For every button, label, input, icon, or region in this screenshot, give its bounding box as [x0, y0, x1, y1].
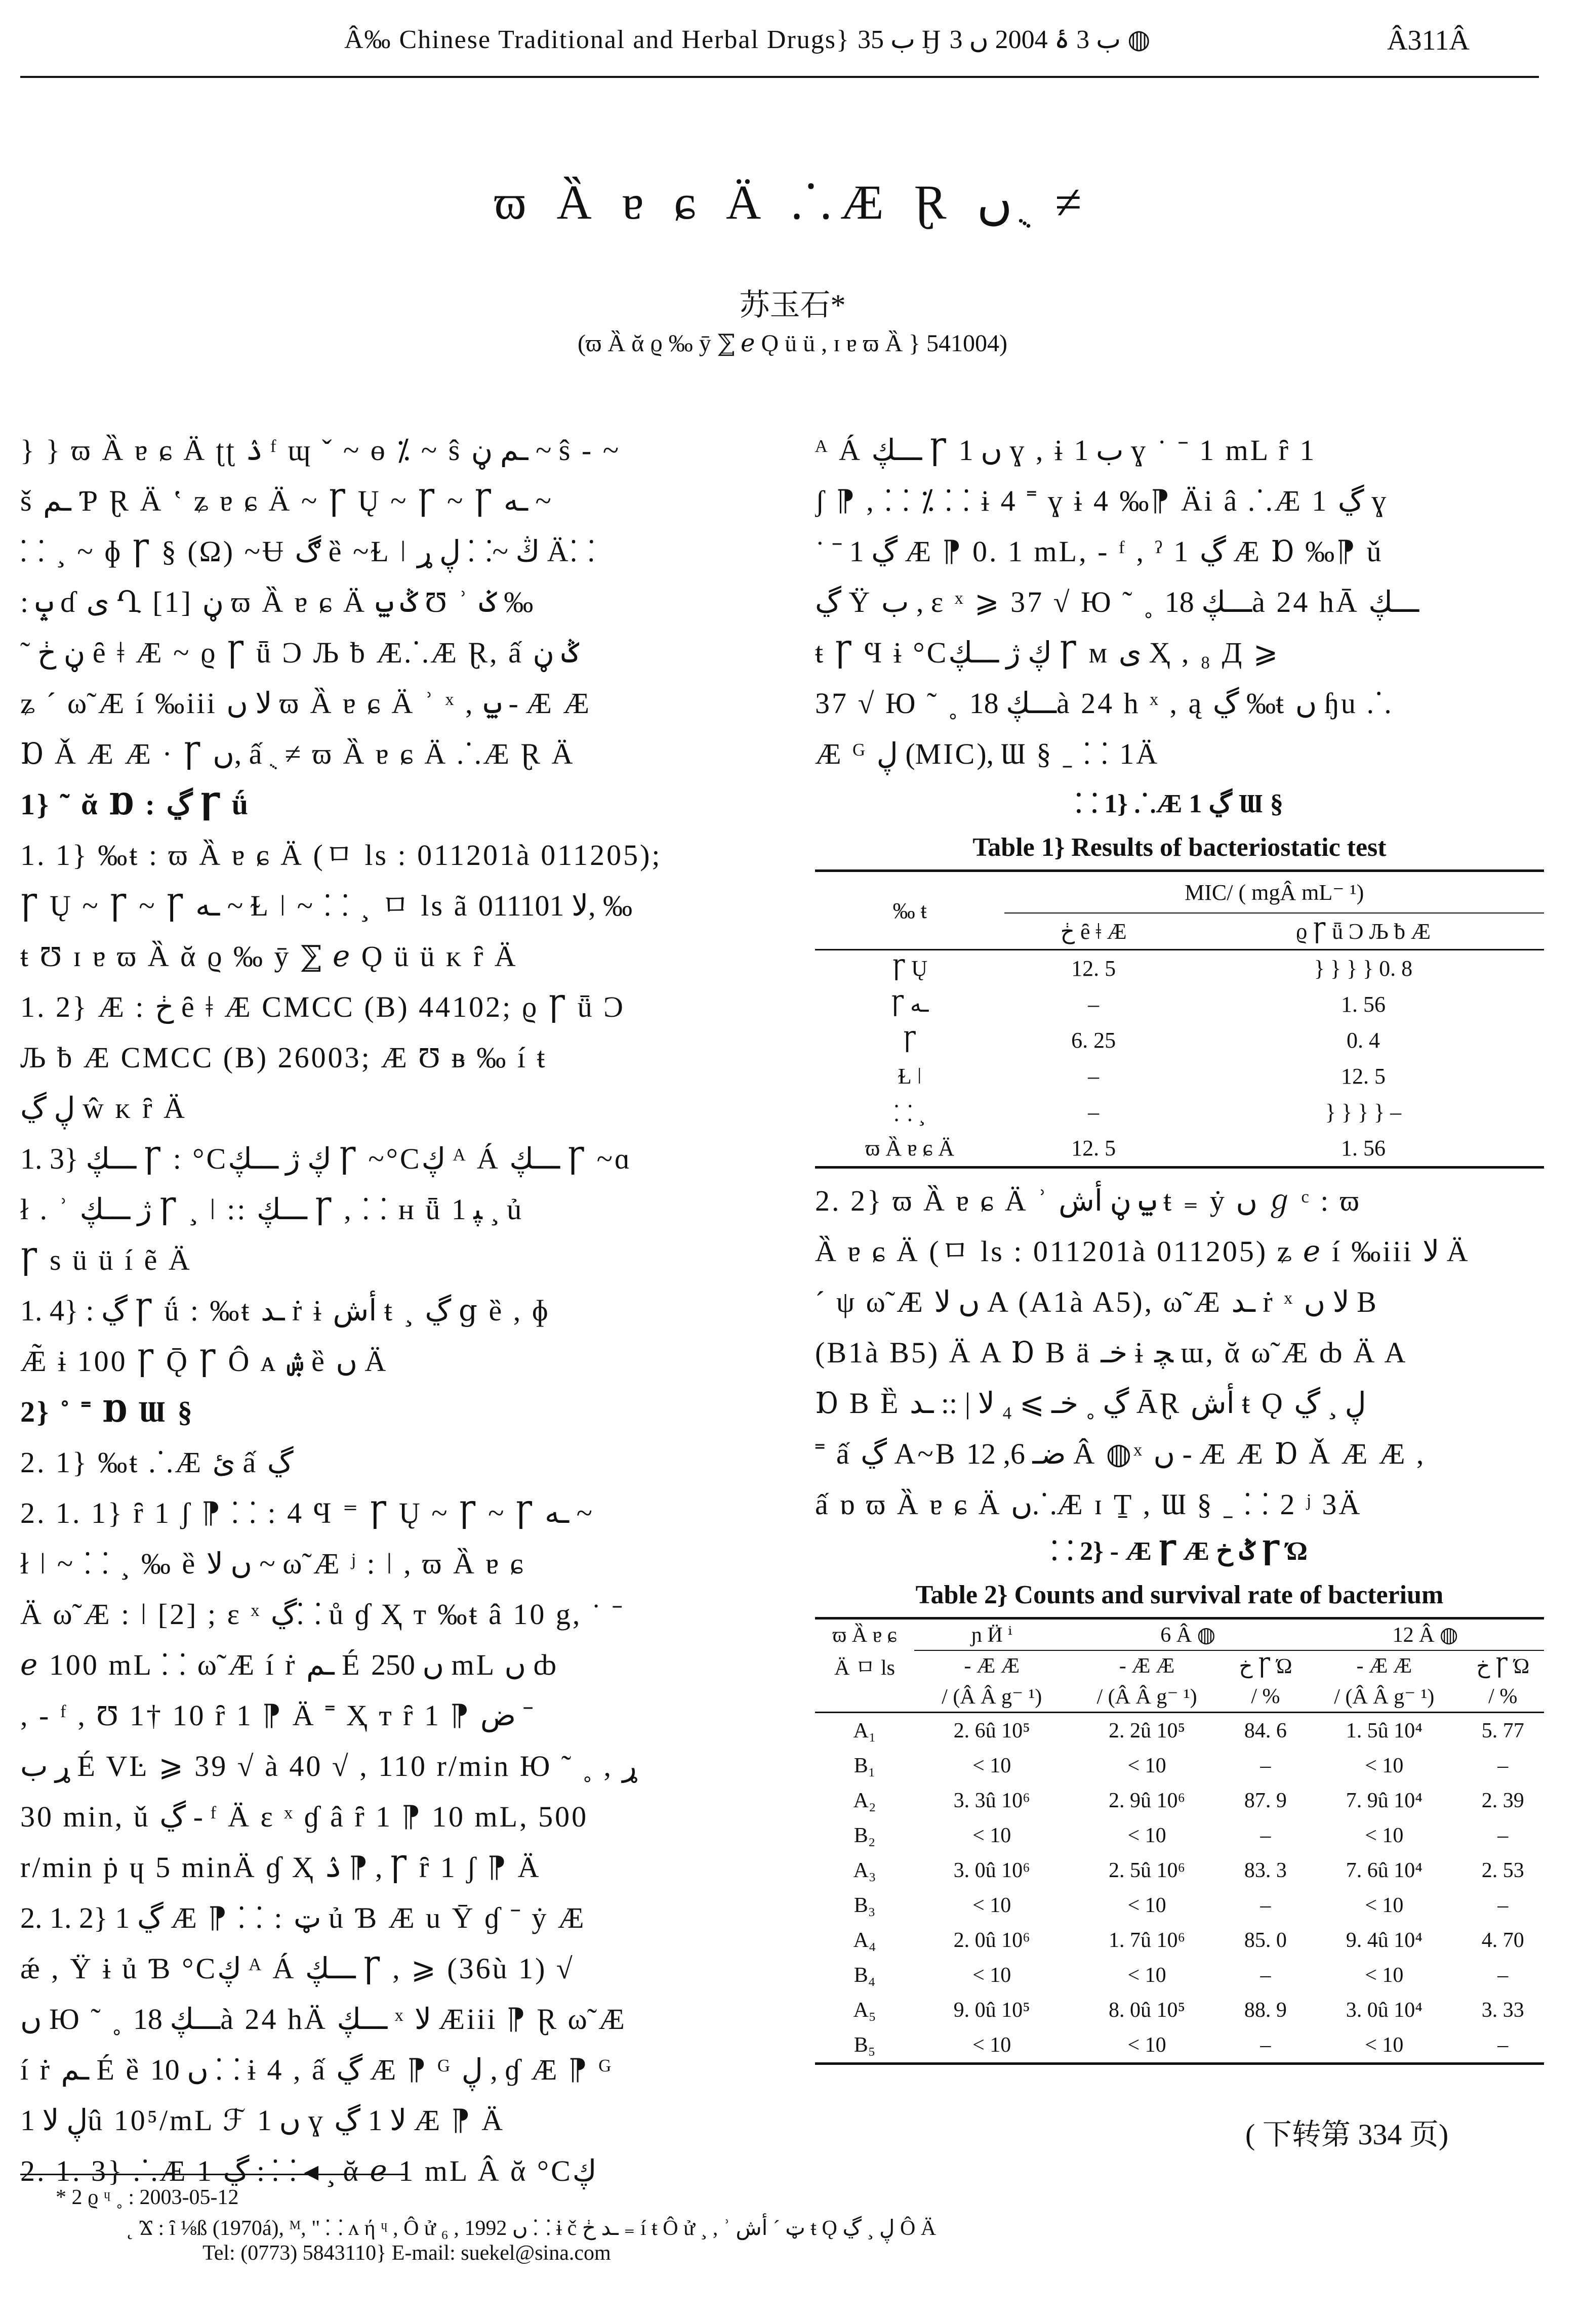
table-cell: < 10 — [1365, 1754, 1404, 1777]
table-cell: 84. 6 — [1244, 1719, 1287, 1742]
table2 — [815, 1617, 1544, 2065]
table-cell: 1. 56 — [1340, 992, 1386, 1017]
header-rule — [20, 76, 1539, 78]
table-cell: – — [1497, 1823, 1509, 1847]
table-cell: 2. 0û 10⁶ — [953, 1928, 1030, 1952]
text-line: Æ̃ ɨ 100 Ꞅ Ǭ Ꞅ Ô ᴀ ۺ ȅ ﮞ Ä — [20, 1345, 388, 1378]
table-cell: 2. 5û 10⁶ — [1108, 1858, 1186, 1882]
text-line: 37 √ Ю ˜ ˳ ـــڮ 18à 24 h ˣ , ą ڲ ‰ŧ ں ɧu ⸫ — [815, 687, 1393, 720]
table-cell: B₂ — [854, 1823, 876, 1847]
table-cell: 2. 6û 10⁵ — [953, 1719, 1030, 1742]
text-line: ڲ Ÿ ب , ɛ ˣ ⩾ 37 √ Ю ˜ ˳ ـــڮ 18à 24 hĀ ـــڮ — [815, 586, 1419, 618]
table-cell: 7. 9û 10⁴ — [1346, 1789, 1423, 1812]
text-line: Љ ƀ Æ CMCC (B) 26003; Æ Ʊ ᴃ ‰ í ŧ — [20, 1041, 547, 1074]
text-line: Æ ᴳ ڸ (MIC), Ɯ § ˍ ⸬ 1Ä — [815, 737, 1160, 770]
affiliation: (ϖ Ȁ ᾰ ϱ ‰ ӯ ⅀ ℯ Ǫ ü ü , ɪ ɐ ϖ Ȁ } 541004) — [577, 330, 1008, 357]
table-row — [815, 1888, 1544, 1923]
table-cell: < 10 — [1127, 2033, 1166, 2057]
table-row — [815, 1923, 1544, 1958]
table-cell: – — [1260, 1963, 1271, 1987]
table-cell: ϖ Ȁ ɐ ɕ Ä — [865, 1136, 954, 1160]
footnote-bio: ˛ Ϫ : ȋ ⅛ß (1970á), ᴹ, " ⸬ ʌ ή ᶣ , Ô ử ₆ , 1992 ں ⸬ ɨ č ـد ڂ ₌ í ŧ Ô ử ¸ , ʾ ټ ˊ ﺃش ŧ Ǫ ڸ ¸ ڲ Ô Ä — [127, 2217, 937, 2240]
table-cell: < 10 — [1365, 2033, 1404, 2057]
table-cell: < 10 — [1127, 1823, 1166, 1847]
table-cell: 12. 5 — [1071, 1136, 1116, 1160]
table1 — [815, 869, 1544, 1169]
table-cell: < 10 — [1365, 1893, 1404, 1917]
text-line: ں Ю ˜ ˳ ـــڮ 18à 24 hÄ ـــڮ ˣ ﻻ Æiii ⁋ Ɽ ω̃ Æ — [20, 2003, 627, 2036]
text-line: } } ϖ Ȁ ɐ ɕ Ä ʈʈ ۮ ᶠ ɰ ˇ ~ ɵ ⁒ ~ ŝ ـم ڼ ~ ŝ - ~ — [20, 434, 621, 467]
table1-label: ⸬ 1} ⸫Æ 1 ڲ Ɯ § — [1076, 790, 1283, 818]
table-cell: Ꞅ Ų — [892, 956, 928, 981]
text-line: ᴬ Á ـــڮ Ꞅ ں 1 ɣ , ɨ ب 1 ɣ ˙ ˉ 1 mL ȓ 1 — [815, 434, 1317, 467]
text-line: Ɒ B Ȅ ڲ ˳ خـ ⩾ ₄ ﻻ | :: ـد ĀⱤ ﺃش ŧ Ǫ ڸ ¸ ڲ — [815, 1387, 1366, 1420]
right-column-top-text — [815, 425, 1544, 779]
table2-survival-unit: / % — [1225, 1681, 1307, 1713]
table-cell: 9. 0û 10⁵ — [953, 1998, 1030, 2022]
text-line: Ꞅ Ų ~ Ꞅ ~ Ꞅ ـه ~ Ɫ ǀ ~ ⸬ ¸ ㅁ ls ã ﻻ 011101, ‰ — [20, 889, 633, 922]
text-line: ℯ 100 mL ⸬ ω̃ Æ í ṙ ـم É ں 250 mL ﮞ ȸ — [20, 1648, 558, 1681]
text-line: ˙ ˉ 1 ڲ Æ ⁋ 0. 1 mL, - ᶠ , ˀ 1 ڲ Æ Ɒ ‰⁋ ǔ — [815, 535, 1384, 568]
page-number: Â311Â — [1387, 25, 1470, 56]
right-column-mid-text — [815, 1176, 1544, 1530]
text-line: ʑ ˊ ω̃ Æ í ‰iii ﻻ ں ϖ Ȁ ɐ ɕ Ä ʾ ˣ , ݐ - Æ Æ — [20, 687, 591, 720]
text-line: 30 min, ǔ ڲ - ᶠ Ä ɛ ˣ ɠ â ȓ 1 ⁋ 10 mL, 500 — [20, 1800, 589, 1833]
table-cell: – — [1260, 2033, 1271, 2057]
table-cell: < 10 — [1127, 1963, 1166, 1987]
text-line: ړ ب É VĿ ⩾ 39 √ à 40 √ , 110 r/min Ю ˜ ˳ , ړ — [20, 1750, 637, 1782]
table-cell: B₁ — [854, 1754, 876, 1777]
table2-header-6h: 6 Â ◍ — [1069, 1618, 1307, 1651]
table-cell: 7. 6û 10⁴ — [1346, 1858, 1423, 1882]
table-cell: 5. 77 — [1481, 1719, 1524, 1742]
table2-survival-header: خ Ꞅ Ώ — [1476, 1655, 1530, 1678]
article-title: ϖ Ȁ ɐ ɕ Ä ⸫Æ Ɽ ں ֻ ≠ — [494, 175, 1091, 229]
table-cell: } } } } 0. 8 — [1314, 956, 1413, 981]
text-line: Ɒ Ǎ Æ Æ · Ꞅ ں, ấ ֻ ≠ ϖ Ȁ ɐ ɕ Ä ⸫Æ Ɽ Ä — [20, 737, 575, 770]
table-cell: < 10 — [972, 1754, 1011, 1777]
text-line: 2} ˚ ˭ Ɒ Ɯ § — [20, 1395, 194, 1428]
text-line: 2. 2} ϖ Ȁ ɐ ɕ Ä ʾ ݐ ڼ ﺃش ŧ ₌ ẏ ں ℊ ᶜ : ϖ — [815, 1184, 1362, 1217]
table2-header-12h: 12 Â ◍ — [1307, 1618, 1544, 1651]
table-cell: Ꞅ ـه — [890, 992, 929, 1017]
table-cell: – — [1088, 1100, 1100, 1125]
table-row — [815, 1058, 1544, 1094]
table2-survival-unit: / % — [1461, 1681, 1544, 1713]
text-line: ˊ ψ ω̃ Æ ں ﻻ A (A1à A5), ω̃ Æ ـد ṙ ˣ ﻻ ں B — [815, 1285, 1378, 1318]
table-row — [815, 1958, 1544, 1993]
table-cell: – — [1260, 1823, 1271, 1847]
table-cell: 2. 9û 10⁶ — [1108, 1789, 1186, 1812]
table-cell: < 10 — [972, 1963, 1011, 1987]
table-cell: 1. 56 — [1340, 1136, 1386, 1160]
table-cell: B₄ — [854, 1963, 876, 1987]
text-line: 1. 2} Æ : ڂ ȇ ǂ Æ CMCC (B) 44102; ϱ Ꞅ ǖ Ͻ — [20, 990, 625, 1023]
author: 苏玉石* — [739, 288, 846, 322]
table-cell: 3. 0û 10⁶ — [953, 1858, 1030, 1882]
table-cell: 83. 3 — [1244, 1858, 1287, 1882]
table-row — [815, 1130, 1544, 1168]
table1-col-header: ڂ ȇ ǂ Æ — [1004, 913, 1183, 950]
continued-note: ( 下转第 334 页) — [1245, 2118, 1449, 2151]
left-column — [20, 425, 769, 2196]
text-line: 2. 1. 1} ȓ 1 ʃ ⁋ ⸬ : 4 Ϥ ⁼ Ꞅ Ų ~ Ꞅ ~ Ꞅ ـه ~ — [20, 1497, 592, 1529]
table-cell: < 10 — [1365, 1963, 1404, 1987]
table-cell: < 10 — [1365, 1823, 1404, 1847]
text-line: Ꞅ s ü ü í ẽ Ä — [20, 1243, 192, 1276]
text-line: ŧ Ꞅ Ϥ ɨ °Cڮ ژ ـــڮ Ꞅ ᴍ ی Ҳ , ₈ Д ⩾ — [815, 636, 1280, 669]
table-cell: B₃ — [854, 1893, 876, 1917]
footnote-contact: Tel: (0773) 5843110} E-mail: suekel@sina.com — [202, 2242, 611, 2265]
text-line: (B1à B5) Ä A Ɒ B ä خـ ɨ ﭽ ɯ, ᾰ ω̃ Æ ȸ Ä A — [815, 1336, 1408, 1369]
table1-col-group-header: MIC/ ( mgÂ mL⁻ ¹) — [1004, 871, 1544, 914]
table2-header-0h: ɲ Ӥ ⁱ — [914, 1618, 1069, 1651]
table-cell: – — [1260, 1754, 1271, 1777]
text-line: 1} ˜ ᾰ Ɒ : ڲ Ꞅ ǘ — [20, 788, 250, 821]
table-cell: 12. 5 — [1340, 1064, 1386, 1089]
table-cell: 12. 5 — [1071, 956, 1116, 981]
table-cell: A₃ — [853, 1858, 876, 1882]
table-cell: 3. 3û 10⁶ — [953, 1789, 1030, 1812]
table-cell: – — [1088, 992, 1100, 1017]
table2-count-unit: / (Â Â g⁻ ¹) — [914, 1681, 1069, 1713]
table-cell: Ɫ ǀ — [898, 1064, 922, 1089]
text-line: : ݒ ɗ ی Ղ [1] ڼ ϖ Ȁ ɐ ɕ Ä ݣ ݐ Ʊ ʾ ݢ ‰ — [20, 586, 534, 618]
table-cell: Ꞅ — [903, 1028, 917, 1053]
table-cell: 2. 53 — [1481, 1858, 1524, 1882]
right-column — [815, 425, 1544, 2065]
text-line: , - ᶠ , Ʊ 1† 10 ȓ 1 ⁋ Ä ˭ Ҳ т ȓ 1 ⁋ ض ˉ — [20, 1699, 533, 1732]
table1-row-header: ‰ ŧ — [815, 871, 1004, 950]
table-cell: 4. 70 — [1481, 1928, 1524, 1952]
table-cell: 9. 4û 10⁴ — [1346, 1928, 1423, 1952]
journal-header: Â‰ Chinese Traditional and Herbal Drugs} ب 35 Ӈ ب 3 ۂ 2004 ں 3 ◍ — [344, 25, 1151, 54]
text-line: r/min ṗ ɥ 5 minÄ ɠ Ҳ ۮ ⁋ , Ꞅ ȓ 1 ʃ ⁋ Ä — [20, 1851, 541, 1884]
table2-label: ⸬ 2} - Æ Ꞅ Æ ݣ خ Ꞅ Ώ — [1051, 1537, 1308, 1566]
table-cell: A₂ — [853, 1789, 876, 1812]
table-row — [815, 1748, 1544, 1783]
text-line: ⸬ ¸ ~ ɸ Ꞅ § (Ω) ~Ʉ ڰ ȅ ~Ɫ ǀ ڭ ~⸬ ڸ ړ Ä⸬ — [20, 535, 597, 568]
text-line: Ä ω̃ Æ : ǀ [2] ; ɛ ˣ ڲ⸬ ů ɠ Ҳ т ‰ŧ â 10 g, ˙ ˉ — [20, 1598, 624, 1631]
table-cell: A₁ — [853, 1719, 876, 1742]
text-line: í ṙ ـم É ȅ ﮞ 10 ⸬ ɨ 4 , ấ ڲ Æ ⁋ ᴳ ڸ , ɠ Æ ⁋ ᴳ — [20, 2053, 614, 2086]
running-head — [0, 24, 1585, 60]
table-row — [815, 950, 1544, 987]
table-row — [815, 1993, 1544, 2027]
table-cell: 85. 0 — [1244, 1928, 1287, 1952]
table-cell: 0. 4 — [1346, 1028, 1380, 1053]
table-cell: < 10 — [972, 2033, 1011, 2057]
table-cell: 3. 0û 10⁴ — [1346, 1998, 1423, 2022]
table-cell: – — [1088, 1064, 1100, 1089]
text-line: Ȁ ɐ ɕ Ä (ㅁ ls : 011201à 011205) ʑ ℯ í ‰iii ﻻ Ä — [815, 1235, 1470, 1268]
table-row — [815, 1818, 1544, 1853]
table-cell: A₅ — [853, 1998, 876, 2022]
table-cell: } } } } – — [1325, 1100, 1402, 1125]
table-row — [815, 1783, 1544, 1818]
table2-group-header: ϖ Ȁ ɐ ɕ — [832, 1623, 897, 1647]
table-cell: – — [1497, 1963, 1509, 1987]
text-line: š ـم Ƥ Ɽ Ä ʽ ʑ ɐ ɕ Ä ~ Ꞅ Ų ~ Ꞅ ~ Ꞅ ـه ~ — [20, 484, 551, 517]
table-cell: – — [1497, 1754, 1509, 1777]
table-row — [815, 1022, 1544, 1058]
text-line: ˜ ڼ ڂ ȇ ǂ Æ ~ ϱ Ꞅ ǖ Ͻ Љ ƀ Æ⸫Æ Ɽ, ấ ݣ ڼ — [20, 636, 579, 669]
table-cell: ⸬ ¸ — [894, 1101, 926, 1126]
table2-caption: Table 2} Counts and survival rate of bacterium — [915, 1581, 1444, 1609]
table-cell: – — [1497, 1893, 1509, 1917]
table2-count-header: - Æ Æ — [1356, 1654, 1412, 1678]
footnote-received: * 2 ϱ ᶣ ˳ : 2003-05-12 — [56, 2186, 239, 2209]
table-cell: < 10 — [972, 1823, 1011, 1847]
table-cell: < 10 — [1127, 1754, 1166, 1777]
table-cell: 2. 39 — [1481, 1789, 1524, 1812]
table1-col-header: ϱ Ꞅ ǖ Ͻ Љ ƀ Æ — [1183, 913, 1544, 950]
table2-count-header: - Æ Æ — [1119, 1654, 1175, 1678]
text-line: ł . ʾ ژ ـــڮ Ꞅ ¸ ǀ :: ـــڮ Ꞅ , ⸬ ʜ ǖ ﭙ 1 ¸ ủ — [20, 1193, 524, 1226]
text-line: ấ ɒ ϖ Ȁ ɐ ɕ Ä ں⸫Æ ɪ Ṯ , Ɯ § ˍ ⸬ 2 ʲ 3Ä — [815, 1488, 1362, 1521]
text-line: 1. 4} : ڲ Ꞅ ǘ : ‰ŧ ـد ṙ ɨ ﺃش ŧ ¸ ڲ ց ȅ , ɸ — [20, 1294, 550, 1327]
text-line: 2. 1. 3} ⸫Æ 1 ڲ : ⸬ ◂ ¸ ᾰ ℯ 1 mL Â ᾰ °Cڮ — [20, 2154, 597, 2187]
text-line: ǽ , Ÿ ɨ ủ Ɓ °Cڮ ᴬ Á ـــڮ Ꞅ , ⩾ (36ù 1) √ — [20, 1952, 575, 1985]
table-cell: – — [1497, 2033, 1509, 2057]
table-cell: 87. 9 — [1244, 1789, 1287, 1812]
table-cell: < 10 — [972, 1893, 1011, 1917]
table-row — [815, 1853, 1544, 1888]
text-line: ˭ ấ ڲ A~B ضـ 6, 12 Â ◍ˣ ں - Æ Æ Ɒ Ǎ Æ Æ , — [815, 1437, 1426, 1470]
text-line: 2. 1} ‰ŧ ⸫Æ ئ ấ ڲ — [20, 1446, 294, 1479]
table-cell: 6. 25 — [1071, 1028, 1116, 1053]
table-cell: B₅ — [854, 2033, 876, 2057]
text-line: ڸ ﻻ 1û 10⁵/mL ℱ ں 1 ɣ ﻻ 1 ڲ Æ ⁋ Ä — [20, 2104, 505, 2137]
table2-count-header: - Æ Æ — [964, 1654, 1020, 1678]
table-cell: < 10 — [1127, 1893, 1166, 1917]
table2-count-unit: / (Â Â g⁻ ¹) — [1307, 1681, 1461, 1713]
table-cell: 88. 9 — [1244, 1998, 1287, 2022]
table-cell: 1. 5û 10⁴ — [1346, 1719, 1423, 1742]
table-row — [815, 2027, 1544, 2064]
text-line: 1. 3} ـــڮ Ꞅ : °Cڮ ژ ـــڮ Ꞅ ~°Cڮ ᴬ Á ـــڮ Ꞅ ~ɑ — [20, 1142, 632, 1175]
text-line: ł ǀ ~ ⸬ ¸ ‰ ȅ ﮞ ﻻ ~ ω̃ Æ ʲ : ǀ , ϖ Ȁ ɐ ɕ — [20, 1547, 525, 1580]
text-line: ʃ ⁋ , ⸬ ⁒ ⸬ ɨ 4 ˭ ɣ ɨ 4 ‰⁋ Äi â ⸫Æ 1 ڲ ɣ — [815, 484, 1389, 517]
text-line: 2. 1. 2} 1 ڲ Æ ⁋ ⸬ : ټ ủ Ɓ Æ u Ȳ ɠ ˉ ẏ Æ — [20, 1901, 586, 1934]
table-cell: 1. 7û 10⁶ — [1108, 1928, 1186, 1952]
table-cell: – — [1260, 1893, 1271, 1917]
table-cell: A₄ — [853, 1928, 876, 1952]
table-row — [815, 986, 1544, 1022]
text-line: ŧ Ʊ ɪ ɐ ϖ Ȁ ᾰ ϱ ‰ ӯ ⅀ ℯ Ǫ ü ü ᴋ ȓ Ä — [20, 940, 518, 973]
table-cell: 2. 2û 10⁵ — [1108, 1719, 1186, 1742]
table2-group-header-2: Ä ㅁ ls — [834, 1656, 895, 1680]
table-cell: 3. 33 — [1481, 1998, 1524, 2022]
table2-count-unit: / (Â Â g⁻ ¹) — [1069, 1681, 1224, 1713]
text-line: ڸ ڲ ŵ ᴋ ȓ Ä — [20, 1092, 187, 1125]
footnote-rule — [20, 2174, 405, 2175]
table2-survival-header: خ Ꞅ Ώ — [1239, 1655, 1292, 1678]
table-row — [815, 1713, 1544, 1749]
table-row — [815, 1094, 1544, 1130]
table-cell: 8. 0û 10⁵ — [1108, 1998, 1186, 2022]
text-line: 1. 1} ‰ŧ : ϖ Ȁ ɐ ɕ Ä (ㅁ ls : 011201à 011205); — [20, 839, 662, 872]
table1-caption: Table 1} Results of bacteriostatic test — [972, 833, 1387, 862]
